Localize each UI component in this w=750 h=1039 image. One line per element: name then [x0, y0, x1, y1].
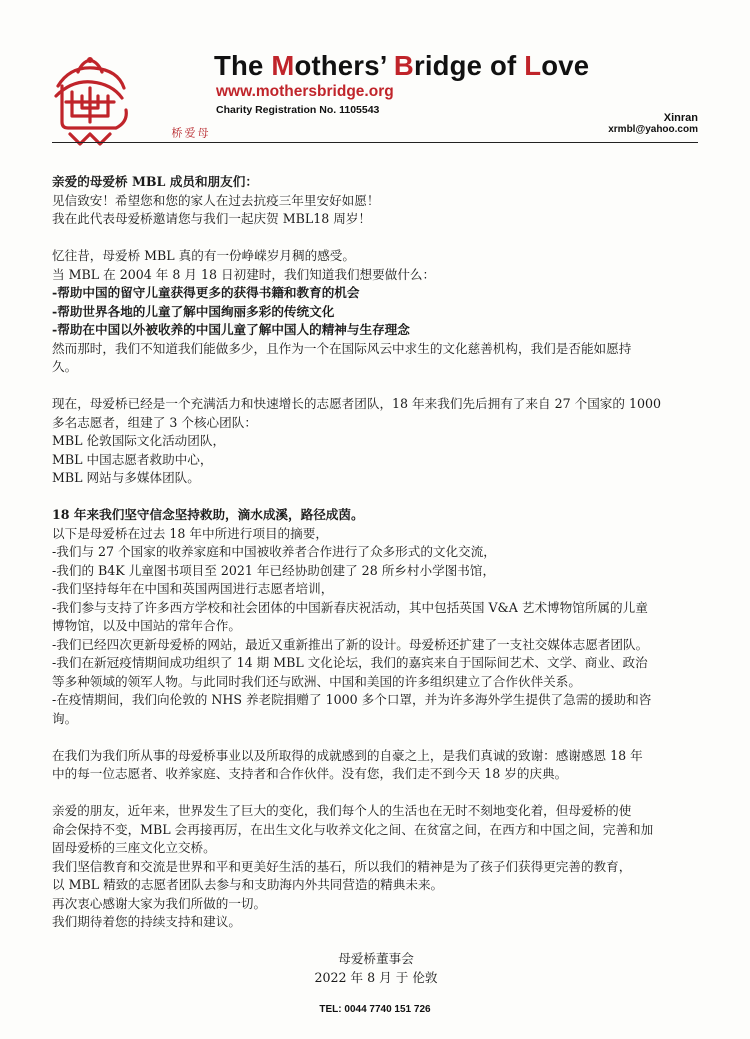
letter-line: MBL 网站与多媒体团队。 — [52, 470, 200, 485]
letter-line: -帮助世界各地的儿童了解中国绚丽多彩的传统文化 — [52, 303, 335, 319]
letter-line: 18 年来我们坚守信念坚持救助，滴水成溪，路径成茵。 — [52, 507, 364, 522]
letter-line: -我们在新冠疫情期间成功组织了 14 期 MBL 文化论坛，我们的嘉宾来自于国际间艺术、文学、商业、政治 — [52, 655, 648, 670]
letter-line: 现在，母爱桥已经是一个充满活力和快速增长的志愿者团队，18 年来我们先后拥有了来自 27 个国家的 1000 — [52, 396, 662, 411]
title-part: B — [393, 50, 414, 81]
title-part: others’ — [294, 50, 394, 81]
paragraph-future — [52, 802, 700, 932]
letter-line: 我在此代表母爱桥邀请您与我们一起庆贺 MBL18 周岁！ — [52, 211, 372, 226]
letter-line: -我们的 B4K 儿童图书项目至 2021 年已经协助创建了 28 所乡村小学图书馆， — [52, 562, 496, 578]
letter-body — [52, 173, 700, 987]
title-part: ridge of — [413, 50, 525, 81]
paragraph-history — [52, 247, 700, 377]
letter-line: 当 MBL 在 2004 年 8 月 18 日初建时，我们知道我们想要做什么： — [52, 266, 436, 282]
logo-chinese-name: 母爱桥 — [170, 127, 209, 139]
title-part: ove — [541, 50, 590, 81]
title-part: The — [214, 50, 272, 81]
paragraph-projects — [52, 506, 700, 728]
paragraph-greeting — [52, 173, 700, 229]
paragraph-gap — [52, 488, 700, 507]
paragraph-teams — [52, 395, 700, 488]
letter-line: 命会保持不变，MBL 会再接再厉，在出生文化与收养文化之间、在贫富之间，在西方和中国之间，完善和加 — [52, 821, 654, 837]
paragraph-gap — [52, 784, 700, 803]
letter-line: 固母爱桥的三座文化立交桥。 — [52, 840, 216, 855]
letter-line: -帮助在中国以外被收养的中国儿童了解中国人的精神与生存理念 — [52, 322, 410, 337]
letter-line: 博物馆，以及中国站的常年合作。 — [52, 618, 241, 633]
paragraph-thanks — [52, 747, 700, 784]
letter-line: 亲爱的朋友，近年来，世界发生了巨大的变化，我们每个人的生活也在无时不刻地变化着，但母爱桥的使 — [52, 803, 632, 818]
letter-line: 再次衷心感谢大家为我们所做的一切。 — [52, 895, 267, 911]
letter-line: -在疫情期间，我们向伦敦的 NHS 养老院捐赠了 1000 多个口罩，并为许多海外学生提供了急需的援助和咨 — [52, 692, 652, 707]
organization-title — [214, 50, 589, 82]
paragraph-gap — [52, 932, 700, 951]
letter-line: 然而那时，我们不知道我们能做多少，且作为一个在国际风云中求生的文化慈善机构，我们是否能如愿持 — [52, 340, 632, 356]
letter-line: -我们与 27 个国家的收养家庭和中国被收养者合作进行了众多形式的文化交流， — [52, 544, 496, 559]
letter-line: -我们参与支持了许多西方学校和社会团体的中国新春庆祝活动，其中包括英国 V&A 艺术博物馆所属的儿童 — [52, 599, 648, 615]
letter-line: -我们已经四次更新母爱桥的网站，最近又重新推出了新的设计。母爱桥还扩建了一支社交媒体志愿者团队。 — [52, 636, 649, 652]
header-divider — [52, 142, 698, 143]
letter-line: 见信致安！希望您和您的家人在过去抗疫三年里安好如愿！ — [52, 192, 380, 208]
title-part: L — [524, 50, 542, 81]
letter-line: -我们坚持每年在中国和英国两国进行志愿者培训， — [52, 581, 334, 596]
paragraph-gap — [52, 229, 700, 248]
letter-line: 以下是母爱桥在过去 18 年中所进行项目的摘要， — [52, 525, 328, 541]
footer-telephone: TEL: 0044 7740 151 726 — [319, 1004, 431, 1015]
letter-line: MBL 中国志愿者救助中心， — [52, 451, 213, 467]
letter-line: 询。 — [52, 710, 78, 726]
contact-email[interactable]: xrmbl@yahoo.com — [608, 124, 698, 135]
date-place: 2022 年 8 月 于 伦敦 — [314, 969, 438, 985]
letter-line: 以 MBL 精致的志愿者团队去参与和支助海内外共同营造的精典未来。 — [52, 877, 444, 892]
letter-line: 久。 — [52, 359, 78, 374]
letter-line: 多名志愿者，组建了 3 个核心团队： — [52, 414, 257, 430]
paragraph-gap — [52, 377, 700, 396]
website-url[interactable]: www.mothersbridge.org — [216, 83, 394, 100]
letter-line: 等多种领域的领军人物。与此同时我们还与欧洲、中国和美国的许多组织建立了合作伙伴关系。 — [52, 673, 581, 689]
signature: 母爱桥董事会 — [338, 951, 414, 966]
paragraph-gap — [52, 728, 700, 747]
letter-line: -帮助中国的留守儿童获得更多的获得书籍和教育的机会 — [52, 285, 360, 300]
contact-name: Xinran — [663, 112, 698, 124]
letter-line: 我们坚信教育和交流是世界和平和更美好生活的基石，所以我们的精神是为了孩子们获得更完善的教育， — [52, 858, 632, 874]
letterhead — [0, 0, 750, 150]
letter-line: MBL 伦敦国际文化活动团队， — [52, 433, 226, 448]
title-part: M — [271, 50, 295, 81]
letter-line: 亲爱的母爱桥 MBL 成员和朋友们： — [52, 174, 258, 189]
letter-line: 忆往昔，母爱桥 MBL 真的有一份峥嵘岁月稠的感受。 — [52, 248, 355, 263]
mothers-bridge-logo — [52, 52, 212, 148]
charity-registration: Charity Registration No. 1105543 — [216, 104, 380, 116]
letter-line: 在我们为我们所从事的母爱桥事业以及所取得的成就感到的自豪之上，是我们真诚的致谢：感谢感恩 18 年 — [52, 747, 643, 763]
letter-line: 我们期待着您的持续支持和建议。 — [52, 914, 241, 929]
letter-line: 中的每一位志愿者、收养家庭、支持者和合作伙伴。没有您，我们走不到今天 18 岁的庆典。 — [52, 766, 568, 781]
